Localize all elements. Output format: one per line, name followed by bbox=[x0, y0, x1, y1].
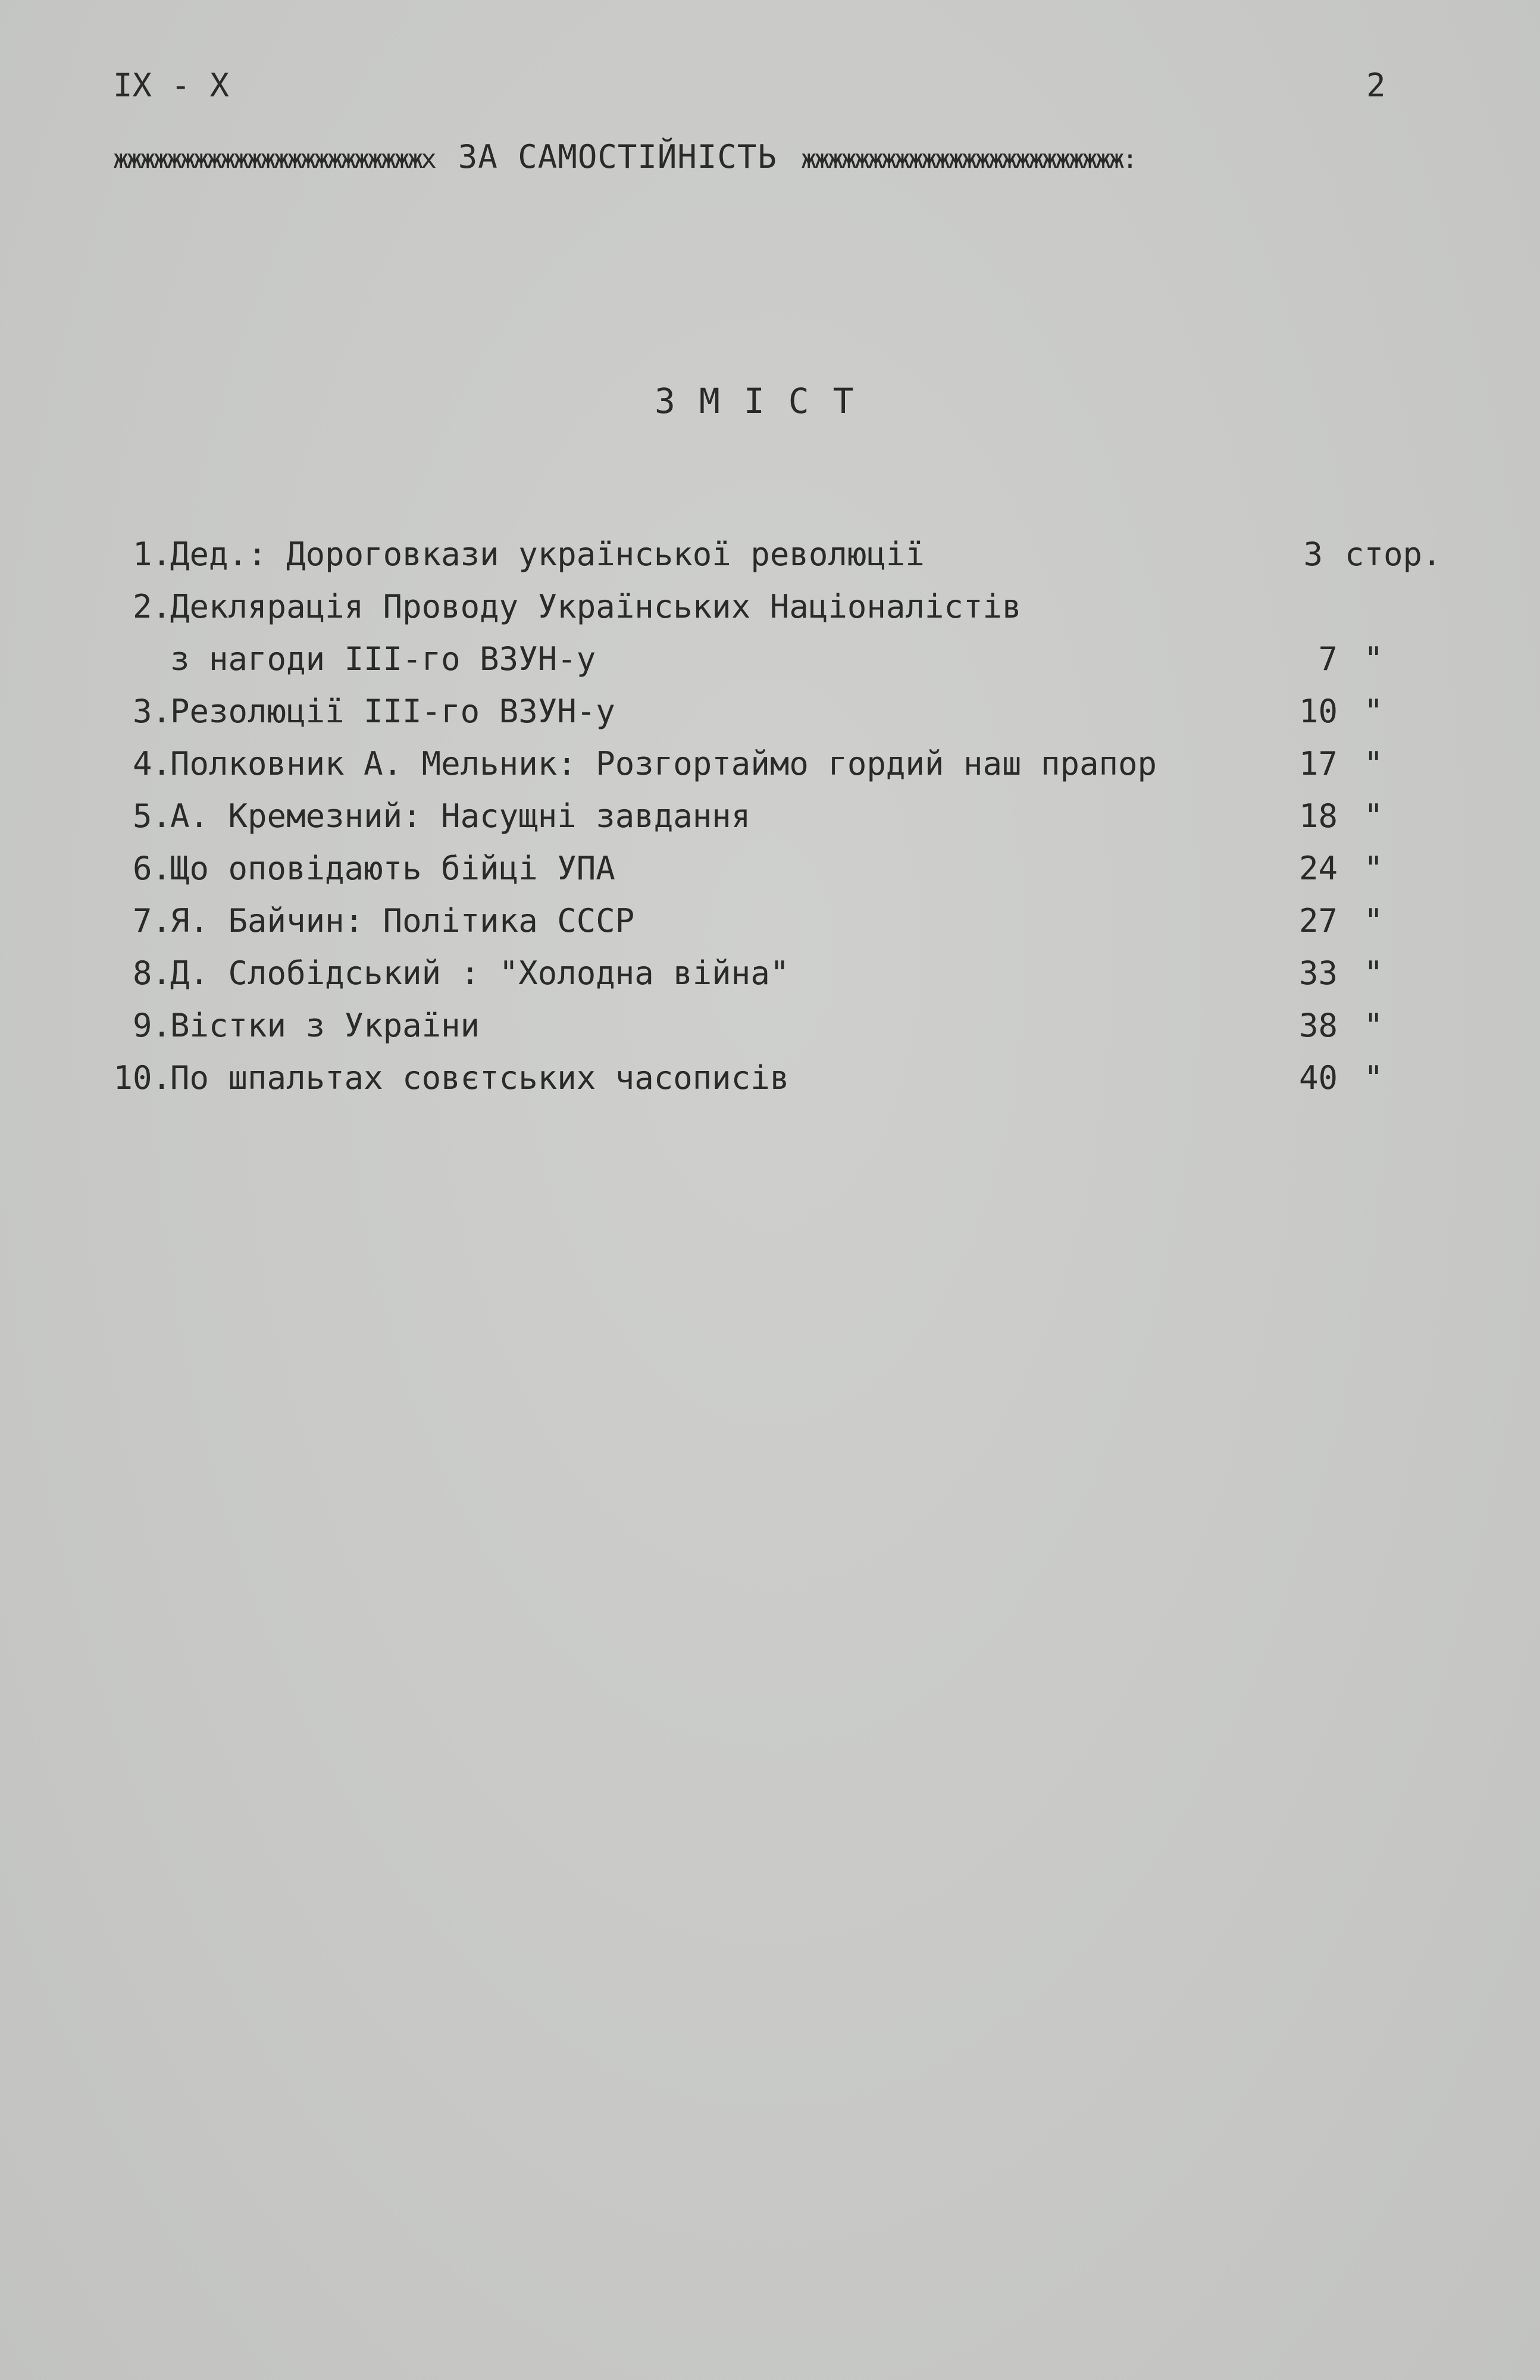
ditto-mark: " bbox=[1364, 850, 1384, 887]
toc-entry-number: 4. bbox=[132, 745, 171, 782]
masthead bbox=[113, 138, 1482, 176]
toc-entry bbox=[0, 954, 1540, 1007]
toc-entry-number: 3. bbox=[132, 693, 171, 730]
toc-entry bbox=[0, 640, 1540, 693]
toc-entry-title: Я. Байчин: Політика СССР bbox=[170, 902, 635, 940]
page-number: 2 bbox=[1366, 67, 1386, 104]
ditto-mark: " bbox=[1364, 640, 1384, 678]
toc-entry bbox=[0, 850, 1540, 902]
toc-entry-page: 24 bbox=[1298, 850, 1338, 887]
toc-entry-number: 8. bbox=[132, 954, 171, 992]
toc-entry bbox=[0, 588, 1540, 640]
toc-entry-title: Вістки з України bbox=[170, 1007, 480, 1044]
toc-entry-title: з нагоди ІІІ-го ВЗУН-у bbox=[170, 640, 596, 678]
toc-entry-page: 18 bbox=[1298, 797, 1338, 835]
toc-entry-number: 6. bbox=[132, 850, 171, 887]
ditto-mark: " bbox=[1364, 902, 1384, 940]
toc-entry-number: 9. bbox=[132, 1007, 171, 1044]
toc-entry bbox=[0, 1059, 1540, 1111]
toc-entry-number: 7. bbox=[132, 902, 171, 940]
ditto-mark: " bbox=[1364, 693, 1384, 730]
toc-entry-page: 7 bbox=[1318, 640, 1338, 678]
ditto-mark: " bbox=[1364, 797, 1384, 835]
toc-entry-title: Полковник А. Мельник: Розгортаймо гордий наш прапор bbox=[170, 745, 1157, 782]
toc-entry-page: 3 bbox=[1303, 536, 1323, 573]
toc-entry-number: 5. bbox=[132, 797, 171, 835]
toc-entry-title: Дед.: Дороговкази української революції bbox=[170, 536, 925, 573]
ditto-mark: " bbox=[1364, 954, 1384, 992]
toc-entry-title: По шпальтах совєтських часописів bbox=[170, 1059, 790, 1097]
toc-heading: ЗМІСТ bbox=[655, 381, 878, 421]
toc-entry bbox=[0, 693, 1540, 745]
toc-entry bbox=[0, 797, 1540, 850]
toc-entry-page: 27 bbox=[1298, 902, 1338, 940]
toc-entry-title: Д. Слобідський : "Холодна війна" bbox=[170, 954, 790, 992]
toc-entry bbox=[0, 536, 1540, 588]
toc-page-unit: стор. bbox=[1345, 536, 1442, 573]
toc-entry-number: 10. bbox=[113, 1059, 171, 1097]
issue-number: IX - X bbox=[113, 67, 230, 104]
toc-entry-page: 10 bbox=[1298, 693, 1338, 730]
masthead-title: ЗА САМОСТІЙНІСТЬ bbox=[458, 138, 777, 176]
toc-entry-title: Резолюції ІІІ-го ВЗУН-у bbox=[170, 693, 615, 730]
toc-entry bbox=[0, 902, 1540, 954]
toc-entry-number: 2. bbox=[132, 588, 171, 625]
toc-entry-page: 40 bbox=[1298, 1059, 1338, 1097]
toc-entry-title: А. Кремезний: Насущні завдання bbox=[170, 797, 751, 835]
toc-entry-page: 17 bbox=[1298, 745, 1338, 782]
toc-entry-number: 1. bbox=[132, 536, 171, 573]
ditto-mark: " bbox=[1364, 745, 1384, 782]
toc-entry-title: Що оповідають бійці УПА bbox=[170, 850, 615, 887]
toc-entry-page: 38 bbox=[1298, 1007, 1338, 1044]
toc-entry-title: Деклярація Проводу Українських Націоналістів bbox=[170, 588, 1022, 625]
ditto-mark: " bbox=[1364, 1059, 1384, 1097]
ditto-mark: " bbox=[1364, 1007, 1384, 1044]
toc-entry bbox=[0, 1007, 1540, 1059]
masthead-ornament-right: жжжжжжжжжжжжжжжжжжжжжжжж: bbox=[800, 144, 1136, 174]
toc-entry bbox=[0, 745, 1540, 797]
masthead-ornament-left: жжжжжжжжжжжжжжжжжжжжжжжх bbox=[113, 144, 434, 174]
toc-entry-page: 33 bbox=[1298, 954, 1338, 992]
